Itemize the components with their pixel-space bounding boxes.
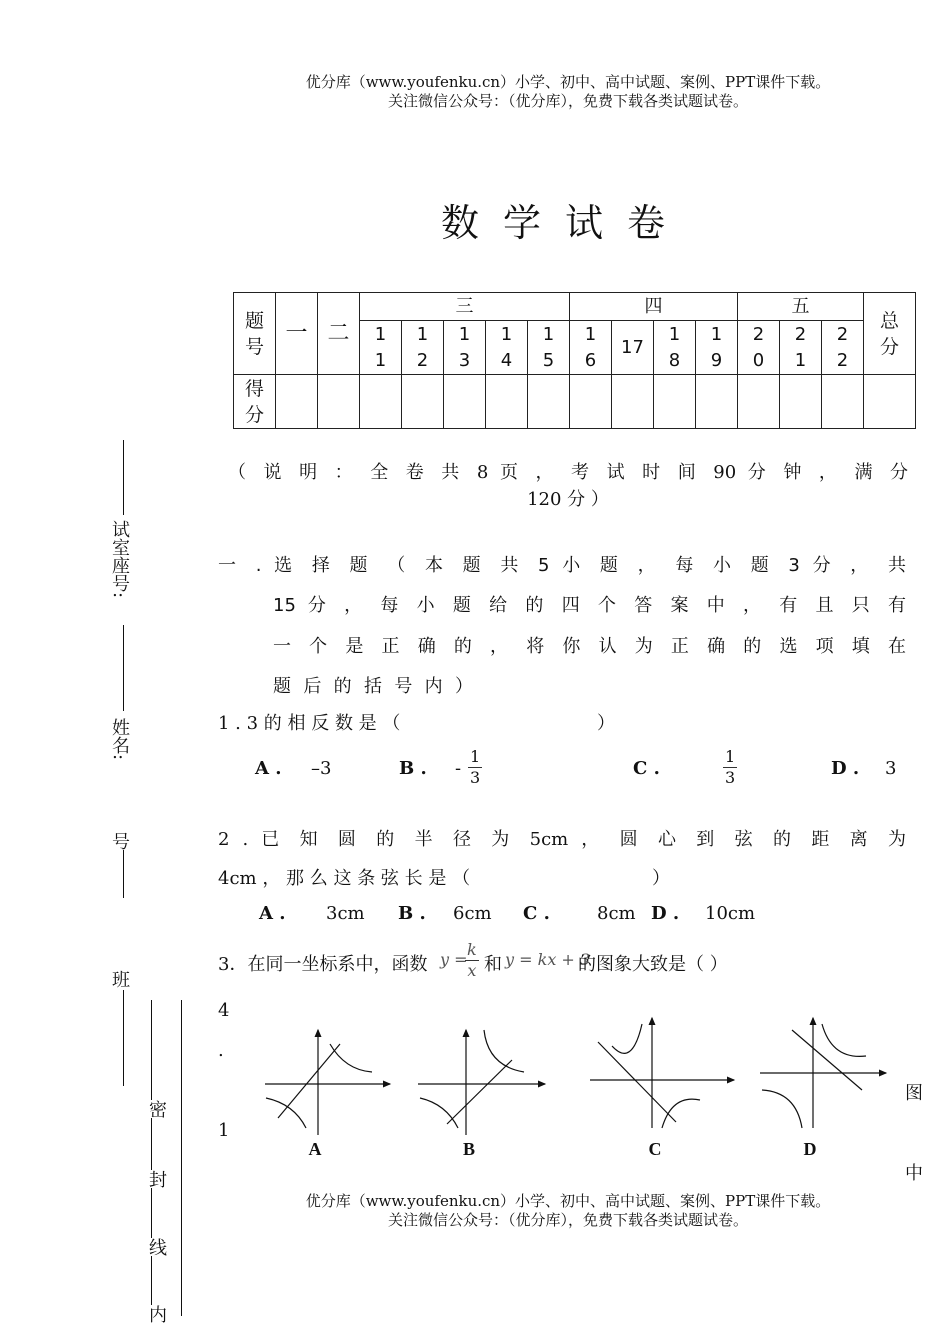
cell-qnum: 17 [612, 321, 654, 375]
name-label: 姓名: [109, 718, 130, 761]
cell-qnum: 11 [360, 321, 402, 375]
q2-a-label: A . [259, 903, 286, 924]
cell-tihao: 题号 [234, 293, 276, 375]
seat-label: 试室座号: [109, 520, 130, 599]
footer-line-1: 优分库（www.youfenku.cn）小学、初中、高中试题、案例、PPT课件下载。 [305, 1192, 831, 1210]
cell-sec1: 一 [276, 293, 318, 375]
page-title: 数学试卷 [440, 201, 689, 245]
q2-a-value: 3cm [326, 903, 365, 924]
cell-qnum: 16 [570, 321, 612, 375]
q1-b-fraction: $\frac{1}{3}$ [470, 747, 481, 787]
cell-sec4: 四 [570, 293, 738, 321]
graph-label-a: A [308, 1139, 322, 1159]
q2-d-label: D . [651, 903, 680, 924]
class-label: 班 [109, 970, 130, 988]
graph-label-c: C [648, 1139, 662, 1159]
q1-c-label: C . [633, 758, 660, 779]
q1-a-label: A . [255, 758, 282, 779]
q4-one: 1 [218, 1120, 230, 1141]
cell-qnum: 19 [696, 321, 738, 375]
q1-stem: 1 . 3 的 相 反 数 是 （ [218, 713, 401, 734]
seal-char-1: 密 [143, 1100, 169, 1118]
q4-number: 4 [218, 1000, 230, 1021]
seal-char-4: 内 [143, 1305, 169, 1323]
q1-d-label: D . [831, 758, 860, 779]
seal-char-3: 线 [143, 1238, 169, 1256]
cell-sec3: 三 [360, 293, 570, 321]
q4-tu: 图 [905, 1083, 923, 1104]
cell-total: 总分 [864, 293, 916, 375]
cell-qnum: 12 [402, 321, 444, 375]
q4-zhong: 中 [905, 1163, 923, 1184]
q2-b-label: B . [398, 903, 426, 924]
q2-b-value: 6cm [453, 903, 492, 924]
q2-c-label: C . [523, 903, 550, 924]
cell-qnum: 18 [654, 321, 696, 375]
q3-prefix: 3．在同一坐标系中，函数 [218, 954, 428, 975]
graph-label-b: B [462, 1139, 476, 1159]
section1-line-4: 题 后 的 括 号 内 ） [273, 676, 473, 697]
graph-c [590, 1018, 734, 1128]
cell-sec2: 二 [318, 293, 360, 375]
cell-defen: 得分 [234, 375, 276, 429]
cell-qnum: 20 [738, 321, 780, 375]
q1-a-value: –3 [311, 758, 332, 779]
q1-close: ） [597, 713, 615, 734]
q1-c-fraction: $\frac{1}{3}$ [725, 747, 736, 787]
number-label: 号 [109, 832, 130, 850]
section1-line-1: 一 . 选 择 题 （ 本 题 共 5 小 题 ， 每 小 题 3 分 ， 共 [218, 555, 906, 576]
note-line-1: （ 说 明 ： 全 卷 共 8 页 ， 考 试 时 间 90 分 钟 ， 满 分 [228, 462, 908, 483]
footer-line-2: 关注微信公众号：（优分库），免费下载各类试题试卷。 [387, 1211, 748, 1229]
section1-line-3: 一 个 是 正 确 的 ， 将 你 认 为 正 确 的 选 项 填 在 [273, 636, 906, 657]
seal-char-2: 封 [143, 1170, 169, 1188]
q2-d-value: 10cm [705, 903, 756, 924]
graph-d [760, 1018, 886, 1128]
cell-qnum: 13 [444, 321, 486, 375]
cell-qnum: 14 [486, 321, 528, 375]
graph-b [418, 1030, 545, 1135]
q1-b-sign: - [455, 758, 462, 779]
q1-b-label: B . [399, 758, 427, 779]
q3-y2: y = kx + 3 [505, 950, 591, 969]
cell-qnum: 21 [780, 321, 822, 375]
q2-line-1: 2 . 已 知 圆 的 半 径 为 5cm ， 圆 心 到 弦 的 距 离 为 [218, 829, 906, 850]
q2-line-2: 4cm ， 那 么 这 条 弦 长 是 （ [218, 868, 471, 889]
header-line-1: 优分库（www.youfenku.cn）小学、初中、高中试题、案例、PPT课件下载。 [305, 73, 831, 91]
q4-dot: . [218, 1040, 224, 1061]
q3-fraction-k-over-x: $\frac{k}{x}$ [467, 940, 477, 980]
q3-and: 和 [484, 954, 502, 975]
q2-c-value: 8cm [597, 903, 636, 924]
section1-line-2: 15 分 ， 每 小 题 给 的 四 个 答 案 中 ， 有 且 只 有 [273, 595, 906, 616]
q1-d-value: 3 [885, 758, 897, 779]
graph-a [265, 1030, 390, 1135]
graph-label-d: D [803, 1139, 817, 1159]
q2-close: ） [652, 868, 670, 889]
q3-y1: y = [440, 950, 468, 969]
cell-qnum: 15 [528, 321, 570, 375]
header-line-2: 关注微信公众号：（优分库），免费下载各类试题试卷。 [387, 92, 748, 110]
q3-suffix: 的图象大致是（ ） [578, 954, 728, 975]
cell-sec5: 五 [738, 293, 864, 321]
cell-qnum: 22 [822, 321, 864, 375]
note-line-2: 120 分 ） [527, 489, 609, 510]
